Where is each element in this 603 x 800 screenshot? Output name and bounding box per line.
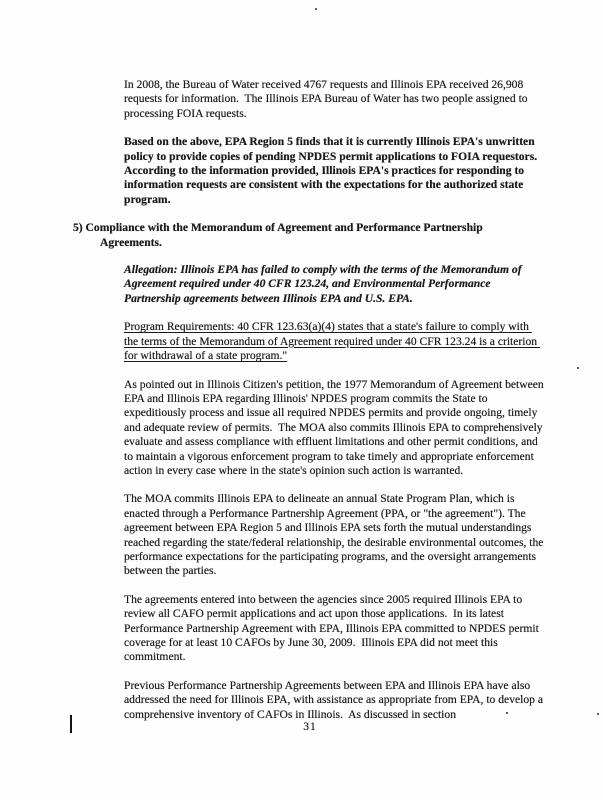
- page-content: [0, 78, 603, 736]
- paragraph-agreements-2005: The agreements entered into between the agencies since 2005 required Illinois EPA to review all CAFO permit applications and act upon those applications. In its latest Performance Partnership Agreement with EPA, Illinois EPA committed to NPDES permit coverage for at least 10 CAFOs by June 30, 2009. Illinois EPA did not meet this commitment.: [124, 592, 542, 664]
- paragraph-moa-ppa: The MOA commits Illinois EPA to delineate an annual State Program Plan, which is enacted through a Performance Partnership Agreement (PPA, or "the agreement"). The agreement between EPA Region 5 and Illinois EPA sets forth the mutual understandings reached regarding the state/federal relationship, the desirable environmental outcomes, the performance expectations for the participating programs, and the oversight arrangements between the parties.: [124, 492, 547, 578]
- paragraph-moa-1977: As pointed out in Illinois Citizen's petition, the 1977 Memorandum of Agreement between EPA and Illinois EPA regarding Illinois' NPDES program commits the State to expeditiously process and issue all required NPDES permits and provide ongoing, timely and adequate review of permits. The MOA also commits Illinois EPA to comprehensively evaluate and assess compliance with effluent limitations and other permit conditions, and to maintain a vigorous enforcement program to take timely and appropriate enforcement action in every case where in the state's opinion such action is warranted.: [124, 377, 547, 477]
- paragraph-allegation: Allegation: Illinois EPA has failed to comply with the terms of the Memorandum of Agreement required under 40 CFR 123.24, and Environmental Performance Partnership agreements between Illinois EPA and U.S. EPA.: [124, 263, 525, 305]
- section-heading: 5) Compliance with the Memorandum of Agreement and Performance Partnership Agreements.: [73, 221, 485, 249]
- paragraph-foia-stats: In 2008, the Bureau of Water received 4767 requests and Illinois EPA received 26,908 requests for information. The Illinois EPA Bureau of Water has two people assigned to processing FOIA requests.: [124, 78, 531, 120]
- paragraph-epa-finding: Based on the above, EPA Region 5 finds that it is currently Illinois EPA's unwritten policy to provide copies of pending NPDES permit applications to FOIA requestors. According to the information provided, Illinois EPA's practices for responding to information requests are consistent with the expectations for the authorized state program.: [124, 135, 546, 206]
- paragraph-previous-ppas: Previous Performance Partnership Agreements between EPA and Illinois EPA have also addressed the need for Illinois EPA, with assistance as appropriate from EPA, to develop a comprehensive inventory of CAFOs in Illinois. As discussed in section: [124, 678, 546, 721]
- page-number: 31: [303, 720, 317, 733]
- paragraph-program-requirements: Program Requirements: 40 CFR 123.63(a)(4) states that a state's failure to comply with the terms of the Memorandum of Agreement required under 40 CFR 123.24 is a criterion for withdrawal of a state program.": [124, 320, 540, 363]
- scan-speck: [315, 8, 317, 10]
